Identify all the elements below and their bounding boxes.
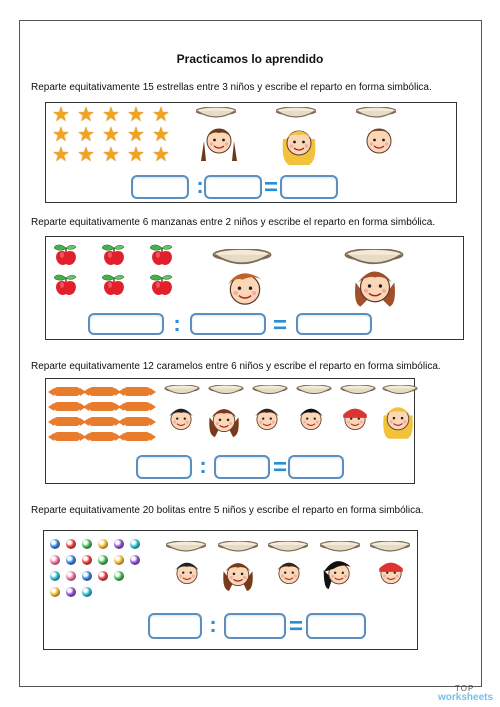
candy-icon — [88, 402, 116, 411]
marble-icon — [66, 539, 76, 549]
divisor-input-box[interactable] — [224, 613, 286, 639]
divisor-input-box[interactable] — [204, 175, 262, 199]
apple-icon — [54, 273, 78, 297]
star-icon: ★ — [52, 144, 70, 166]
quotient-input-box[interactable] — [280, 175, 338, 199]
star-icon: ★ — [102, 144, 120, 166]
child-face-icon — [220, 265, 270, 309]
candy-icon — [88, 432, 116, 441]
child-face-icon — [206, 401, 242, 437]
quotient-input-box[interactable] — [288, 455, 344, 479]
marble-icon — [50, 571, 60, 581]
marble-icon — [98, 571, 108, 581]
star-icon: ★ — [77, 124, 95, 146]
candy-icon — [123, 387, 151, 396]
page-title: Practicamos lo aprendido — [176, 52, 324, 66]
bowl-icon — [382, 385, 418, 397]
star-icon: ★ — [152, 144, 170, 166]
child-face-icon — [199, 121, 239, 165]
bowl-icon — [340, 385, 376, 397]
instruction-1: Reparte equitativamente 15 estrellas entre 3 niños y escribe el reparto en forma simbólica. — [31, 82, 432, 93]
dividend-input-box[interactable] — [136, 455, 192, 479]
exercise-3-panel — [45, 378, 415, 484]
child-face-icon — [279, 121, 319, 167]
instruction-3: Reparte equitativamente 12 caramelos entre 6 niños y escribe el reparto en forma simbólica. — [31, 361, 441, 372]
child-face-icon — [338, 401, 372, 433]
quotient-input-box[interactable] — [296, 313, 372, 335]
exercise-4-panel — [43, 530, 418, 650]
marble-icon — [114, 539, 124, 549]
exercise-1-panel — [45, 102, 457, 203]
marble-icon — [66, 587, 76, 597]
bowl-icon — [370, 541, 410, 555]
child-face-icon — [170, 555, 204, 587]
dividend-input-box[interactable] — [88, 313, 164, 335]
dividend-input-box[interactable] — [148, 613, 202, 639]
divisor-input-box[interactable] — [214, 455, 270, 479]
apple-icon — [102, 243, 126, 267]
bowl-icon — [196, 107, 236, 121]
candy-icon — [53, 417, 81, 426]
marble-icon — [82, 539, 92, 549]
marble-icon — [130, 555, 140, 565]
marble-icon — [50, 587, 60, 597]
bowl-icon — [166, 541, 206, 555]
child-face-icon — [272, 555, 306, 587]
marble-icon — [66, 571, 76, 581]
star-icon: ★ — [102, 124, 120, 146]
equals-sign: = — [264, 174, 279, 201]
equals-sign: = — [272, 454, 287, 481]
child-face-icon — [359, 121, 399, 161]
child-face-icon — [322, 555, 356, 589]
child-face-icon — [294, 401, 328, 433]
instruction-4: Reparte equitativamente 20 bolitas entre 5 niños y escribe el reparto en forma simbólica. — [31, 505, 424, 516]
star-icon: ★ — [52, 124, 70, 146]
bowl-icon — [276, 107, 316, 121]
star-icon: ★ — [152, 124, 170, 146]
candy-icon — [53, 402, 81, 411]
marble-icon — [114, 571, 124, 581]
apple-icon — [150, 243, 174, 267]
bowl-icon — [164, 385, 200, 397]
child-face-icon — [250, 401, 284, 433]
bowl-icon — [296, 385, 332, 397]
star-icon: ★ — [77, 144, 95, 166]
apple-icon — [150, 273, 174, 297]
candy-icon — [123, 402, 151, 411]
division-colon: : — [199, 453, 207, 478]
child-face-icon — [164, 401, 198, 433]
bowl-icon — [320, 541, 360, 555]
star-icon: ★ — [152, 104, 170, 126]
equals-sign: = — [272, 312, 287, 339]
division-colon: : — [196, 173, 204, 198]
equals-sign: = — [288, 613, 303, 640]
bowl-icon — [252, 385, 288, 397]
marble-icon — [82, 571, 92, 581]
footer-top-label: TOP — [455, 684, 475, 693]
star-icon: ★ — [127, 144, 145, 166]
child-face-icon — [374, 555, 408, 587]
instruction-2: Reparte equitativamente 6 manzanas entre 2 niños y escribe el reparto en forma simbólica. — [31, 217, 436, 228]
marble-icon — [50, 539, 60, 549]
division-colon: : — [173, 311, 181, 336]
candy-icon — [123, 432, 151, 441]
footer-brand: worksheets — [438, 692, 494, 703]
exercise-2-panel — [45, 236, 464, 340]
child-face-icon — [380, 399, 416, 439]
candy-icon — [88, 387, 116, 396]
star-icon: ★ — [52, 104, 70, 126]
bowl-icon — [356, 107, 396, 121]
marble-icon — [114, 555, 124, 565]
bowl-icon — [268, 541, 308, 555]
star-icon: ★ — [127, 104, 145, 126]
child-face-icon — [350, 263, 400, 309]
candy-icon — [88, 417, 116, 426]
apple-icon — [102, 273, 126, 297]
bowl-icon — [208, 385, 244, 397]
candy-icon — [53, 432, 81, 441]
candy-icon — [123, 417, 151, 426]
bowl-icon — [218, 541, 258, 555]
marble-icon — [130, 539, 140, 549]
marble-icon — [66, 555, 76, 565]
marble-icon — [98, 539, 108, 549]
quotient-input-box[interactable] — [306, 613, 366, 639]
child-face-icon — [220, 555, 256, 591]
candy-icon — [53, 387, 81, 396]
marble-icon — [50, 555, 60, 565]
dividend-input-box[interactable] — [131, 175, 189, 199]
marble-icon — [82, 555, 92, 565]
marble-icon — [98, 555, 108, 565]
marble-icon — [82, 587, 92, 597]
divisor-input-box[interactable] — [190, 313, 266, 335]
star-icon: ★ — [127, 124, 145, 146]
star-icon: ★ — [102, 104, 120, 126]
apple-icon — [54, 243, 78, 267]
division-colon: : — [209, 612, 217, 637]
star-icon: ★ — [77, 104, 95, 126]
